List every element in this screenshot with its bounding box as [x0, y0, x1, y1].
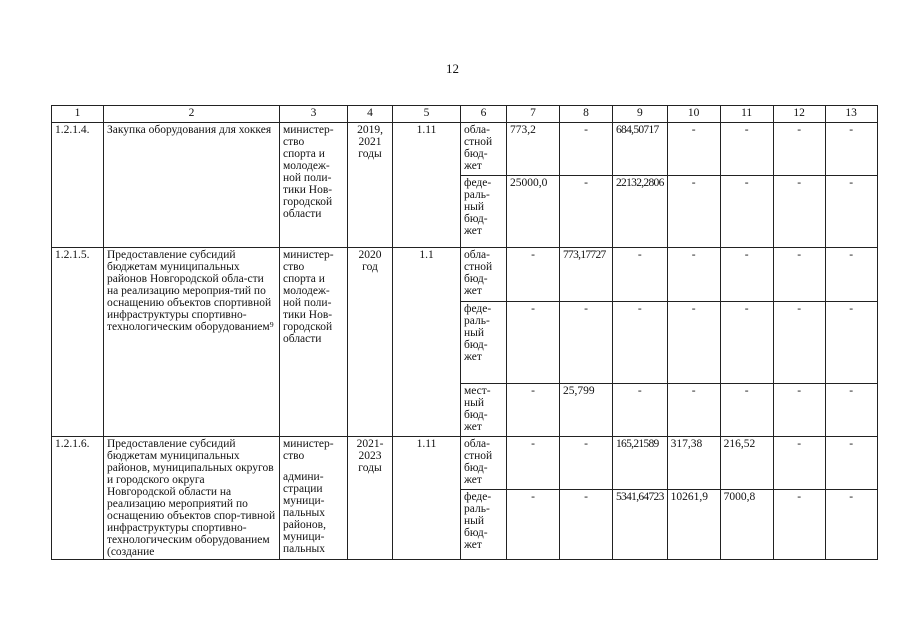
- text-line: бюд-: [464, 527, 488, 539]
- text-line: ный: [464, 515, 485, 527]
- table-row: [52, 437, 878, 490]
- text-line: спорта и: [283, 273, 325, 285]
- measure-number: 1.2.1.5.: [52, 248, 104, 437]
- column-number-6: 6: [461, 106, 507, 123]
- funding-value: -: [560, 176, 613, 248]
- funding-value: -: [773, 384, 825, 437]
- funding-value: -: [773, 176, 825, 248]
- text-line: жет: [464, 421, 482, 433]
- implementation-period: [348, 248, 393, 437]
- text-line: муници-: [283, 531, 325, 543]
- text-line: ство: [283, 450, 305, 462]
- funding-value: -: [825, 248, 877, 302]
- text-line: ный: [464, 327, 485, 339]
- column-number-row: [52, 106, 878, 123]
- text-line: обла-: [464, 249, 490, 261]
- text-line: 2021: [358, 136, 382, 148]
- funding-source: [461, 176, 507, 248]
- text-line: жет: [464, 160, 482, 172]
- text-line: молодеж-: [283, 285, 330, 297]
- text-line: обла-: [464, 438, 490, 450]
- funding-value: -: [720, 248, 773, 302]
- text-line: городской: [283, 196, 333, 208]
- text-line: бюд-: [464, 462, 488, 474]
- funding-value: -: [825, 437, 877, 490]
- column-number-2: 2: [104, 106, 280, 123]
- text-line: ной поли-: [283, 172, 332, 184]
- funding-value: -: [667, 176, 720, 248]
- program-measures-table: [51, 105, 878, 560]
- funding-value: -: [507, 437, 560, 490]
- table-body: [52, 106, 878, 560]
- text-line: феде-: [464, 491, 492, 503]
- text-line: [283, 462, 344, 471]
- text-line: годы: [358, 148, 382, 160]
- funding-value: -: [773, 437, 825, 490]
- text-line: тики Нов-: [283, 309, 333, 321]
- text-line: районов,: [283, 519, 326, 531]
- funding-value: -: [720, 302, 773, 384]
- column-number-5: 5: [393, 106, 461, 123]
- text-line: бюд-: [464, 339, 488, 351]
- funding-source: [461, 248, 507, 302]
- funding-value: 773,2: [507, 123, 560, 176]
- funding-value: 773,17727: [560, 248, 613, 302]
- funding-value: -: [825, 302, 877, 384]
- funding-value: -: [825, 176, 877, 248]
- text-line: 2021-: [356, 438, 384, 450]
- funding-value: 216,52: [720, 437, 773, 490]
- funding-value: -: [560, 123, 613, 176]
- text-line: стной: [464, 136, 493, 148]
- funding-value: 317,38: [667, 437, 720, 490]
- text-line: пальных: [283, 543, 325, 555]
- text-line: феде-: [464, 303, 492, 315]
- text-line: министер-: [283, 438, 334, 450]
- funding-value: 7000,8: [720, 490, 773, 560]
- text-line: страции: [283, 483, 323, 495]
- text-line: министер-: [283, 249, 334, 261]
- text-line: жет: [464, 474, 482, 486]
- column-number-13: 13: [825, 106, 877, 123]
- text-line: раль-: [464, 503, 490, 515]
- text-line: раль-: [464, 189, 490, 201]
- text-line: ство: [283, 136, 305, 148]
- text-line: раль-: [464, 315, 490, 327]
- text-line: бюд-: [464, 273, 488, 285]
- text-line: муници-: [283, 495, 325, 507]
- text-line: молодеж-: [283, 160, 330, 172]
- text-line: ной поли-: [283, 297, 332, 309]
- funding-value: -: [773, 123, 825, 176]
- funding-value: 25000,0: [507, 176, 560, 248]
- text-line: пальных: [283, 507, 325, 519]
- funding-value: -: [667, 384, 720, 437]
- funding-value: -: [773, 302, 825, 384]
- column-number-7: 7: [507, 106, 560, 123]
- text-line: жет: [464, 225, 482, 237]
- funding-value: -: [667, 248, 720, 302]
- text-line: спорта и: [283, 148, 325, 160]
- funding-value: -: [507, 302, 560, 384]
- text-line: области: [283, 333, 322, 345]
- funding-value: -: [825, 123, 877, 176]
- text-line: городской: [283, 321, 333, 333]
- funding-value: -: [720, 176, 773, 248]
- text-line: министер-: [283, 124, 334, 136]
- funding-value: 684,50717: [613, 123, 668, 176]
- funding-value: 25,799: [560, 384, 613, 437]
- text-line: ство: [283, 261, 305, 273]
- funding-value: -: [507, 384, 560, 437]
- funding-source: [461, 490, 507, 560]
- funding-value: -: [613, 248, 668, 302]
- funding-value: 10261,9: [667, 490, 720, 560]
- funding-value: -: [720, 123, 773, 176]
- funding-value: -: [613, 302, 668, 384]
- executor: [280, 437, 348, 560]
- executor: [280, 123, 348, 248]
- text-line: админи-: [283, 471, 324, 483]
- measure-name: Предоставление субсидий бюджетам муниципальных районов Новгородской обла-сти на реализацию мероприя-тий по оснащению объектов спортивной инфраструктуры спортивно-технологическим оборудованием⁹: [104, 248, 280, 437]
- column-number-4: 4: [348, 106, 393, 123]
- text-line: 2019,: [357, 124, 383, 136]
- text-line: жет: [464, 285, 482, 297]
- text-line: жет: [464, 539, 482, 551]
- column-number-3: 3: [280, 106, 348, 123]
- funding-value: -: [560, 302, 613, 384]
- text-line: мест-: [464, 385, 491, 397]
- text-line: бюд-: [464, 213, 488, 225]
- text-line: стной: [464, 261, 493, 273]
- measure-name: Закупка оборудования для хоккея: [104, 123, 280, 248]
- funding-value: 22132,2806: [613, 176, 668, 248]
- column-number-11: 11: [720, 106, 773, 123]
- text-line: 2020: [358, 249, 382, 261]
- measure-number: 1.2.1.6.: [52, 437, 104, 560]
- text-line: 2023: [358, 450, 382, 462]
- measure-name: Предоставление субсидий бюджетам муниципальных районов, муниципальных округов и городского округа Новгородской области на реализацию мероприятий по оснащению объектов спор-тивной инфраструктуры спортивно-технологическим оборудованием (создание: [104, 437, 280, 560]
- funding-value: -: [560, 437, 613, 490]
- funding-value: -: [560, 490, 613, 560]
- funding-value: -: [507, 248, 560, 302]
- funding-source: [461, 384, 507, 437]
- text-line: жет: [464, 351, 482, 363]
- column-number-9: 9: [613, 106, 668, 123]
- funding-value: 5341,64723: [613, 490, 668, 560]
- target-indicator: 1.11: [393, 123, 461, 248]
- text-line: бюд-: [464, 409, 488, 421]
- table-row: [52, 123, 878, 176]
- text-line: тики Нов-: [283, 184, 333, 196]
- executor: [280, 248, 348, 437]
- funding-value: -: [667, 123, 720, 176]
- text-line: стной: [464, 450, 493, 462]
- funding-value: -: [720, 384, 773, 437]
- text-line: год: [362, 261, 378, 273]
- column-number-1: 1: [52, 106, 104, 123]
- funding-value: -: [613, 384, 668, 437]
- funding-value: -: [773, 490, 825, 560]
- funding-value: -: [773, 248, 825, 302]
- table-row: [52, 248, 878, 302]
- text-line: бюд-: [464, 148, 488, 160]
- column-number-10: 10: [667, 106, 720, 123]
- funding-value: -: [825, 384, 877, 437]
- page-number: 12: [446, 61, 459, 76]
- funding-source: [461, 302, 507, 384]
- target-indicator: 1.11: [393, 437, 461, 560]
- funding-value: -: [507, 490, 560, 560]
- implementation-period: [348, 437, 393, 560]
- funding-value: -: [825, 490, 877, 560]
- implementation-period: [348, 123, 393, 248]
- text-line: обла-: [464, 124, 490, 136]
- funding-source: [461, 123, 507, 176]
- column-number-8: 8: [560, 106, 613, 123]
- funding-value: -: [667, 302, 720, 384]
- measure-number: 1.2.1.4.: [52, 123, 104, 248]
- text-line: области: [283, 208, 322, 220]
- text-line: феде-: [464, 177, 492, 189]
- funding-value: 165,21589: [613, 437, 668, 490]
- funding-source: [461, 437, 507, 490]
- text-line: годы: [358, 462, 382, 474]
- column-number-12: 12: [773, 106, 825, 123]
- text-line: ный: [464, 397, 485, 409]
- target-indicator: 1.1: [393, 248, 461, 437]
- text-line: ный: [464, 201, 485, 213]
